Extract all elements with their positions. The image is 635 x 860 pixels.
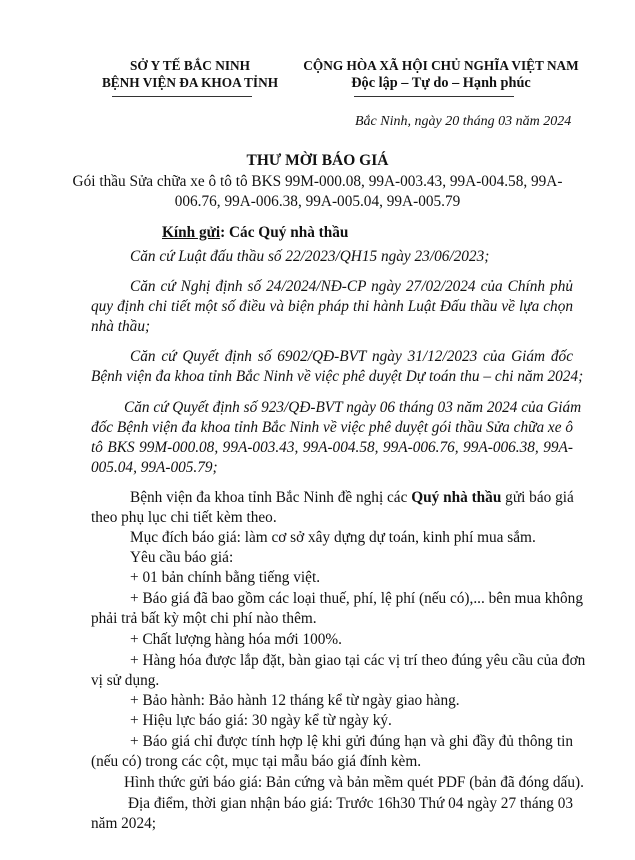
legal-basis-2-line1: Căn cứ Nghị định số 24/2024/NĐ-CP ngày 27/02/2024 của Chính phủ — [130, 278, 573, 295]
purpose: Mục đích báo giá: làm cơ sở xây dựng dự toán, kinh phí mua sắm. — [130, 529, 536, 546]
requirement-2-line2: phải trả bất kỳ một chi phí nào thêm. — [91, 610, 317, 627]
requirement-5: + Bảo hành: Bảo hành 12 tháng kể từ ngày giao hàng. — [130, 692, 460, 709]
right-header-underline — [354, 96, 514, 97]
document-date: Bắc Ninh, ngày 20 tháng 03 năm 2024 — [355, 114, 572, 129]
recipient-value: Các Quý nhà thầu — [229, 224, 349, 241]
legal-basis-4-line4: 005.04, 99A-005.79; — [91, 459, 218, 476]
requirement-1: + 01 bản chính bằng tiếng việt. — [130, 569, 321, 586]
deadline-line1: Địa điểm, thời gian nhận báo giá: Trước 16h30 Thứ 04 ngày 27 tháng 03 — [128, 795, 574, 812]
national-title: CỘNG HÒA XÃ HỘI CHỦ NGHĨA VIỆT NAM — [303, 58, 579, 73]
legal-basis-4-line1: Căn cứ Quyết định số 923/QĐ-BVT ngày 06 tháng 03 năm 2024 của Giám — [124, 399, 582, 416]
legal-basis-1: Căn cứ Luật đấu thầu số 22/2023/QH15 ngày 23/06/2023; — [130, 248, 490, 265]
deadline-line2: năm 2024; — [91, 815, 157, 832]
recipient-sep: : — [220, 224, 229, 241]
national-motto: Độc lập – Tự do – Hạnh phúc — [351, 75, 531, 91]
agency-name: SỞ Y TẾ BẮC NINH — [130, 58, 250, 73]
request-pre: Bệnh viện đa khoa tỉnh Bắc Ninh đề nghị các — [130, 489, 412, 506]
document-title: THƯ MỜI BÁO GIÁ — [246, 152, 389, 169]
requirement-2-line1: + Báo giá đã bao gồm các loại thuế, phí, lệ phí (nếu có),... bên mua không — [130, 590, 583, 607]
package-title-line1: Gói thầu Sửa chữa xe ô tô tô BKS 99M-000.08, 99A-003.43, 99A-004.58, 99A- — [72, 173, 563, 190]
legal-basis-3-line2: Bệnh viện đa khoa tỉnh Bắc Ninh về việc phê duyệt Dự toán thu – chi năm 2024; — [91, 368, 584, 385]
legal-basis-2-line3: nhà thầu; — [91, 318, 151, 335]
requirement-3: + Chất lượng hàng hóa mới 100%. — [130, 631, 342, 648]
hospital-name: BỆNH VIỆN ĐA KHOA TỈNH — [101, 75, 279, 90]
recipient — [162, 224, 348, 242]
request-bold: Quý nhà thầu — [411, 489, 502, 506]
requirements-label: Yêu cầu báo giá: — [130, 549, 234, 566]
request-line2: theo phụ lục chi tiết kèm theo. — [91, 509, 277, 526]
recipient-label: Kính gửi — [162, 224, 221, 241]
requirement-4-line2: vị sử dụng. — [91, 672, 160, 689]
request-post: gửi báo giá — [501, 489, 574, 506]
left-header-underline — [112, 96, 252, 97]
legal-basis-4-line3: tô BKS 99M-000.08, 99A-003.43, 99A-004.58, 99A-006.76, 99A-006.38, 99A- — [91, 439, 573, 456]
requirement-7-line1: + Báo giá chỉ được tính hợp lệ khi gửi đúng hạn và ghi đầy đủ thông tin — [130, 733, 573, 750]
request-line1 — [130, 489, 573, 507]
legal-basis-2-line2: quy định chi tiết một số điều và biện pháp thi hành Luật Đấu thầu về lựa chọn — [91, 298, 573, 315]
package-title-line2: 006.76, 99A-006.38, 99A-005.04, 99A-005.79 — [174, 193, 461, 210]
requirement-6: + Hiệu lực báo giá: 30 ngày kể từ ngày ký. — [130, 712, 392, 729]
submission-method: Hình thức gửi báo giá: Bản cứng và bản mềm quét PDF (bản đã đóng dấu). — [124, 774, 584, 791]
legal-basis-3-line1: Căn cứ Quyết định số 6902/QĐ-BVT ngày 31/12/2023 của Giám đốc — [130, 348, 573, 365]
legal-basis-4-line2: đốc Bệnh viện đa khoa tỉnh Bắc Ninh về việc phê duyệt gói thầu Sửa chữa xe ô — [91, 419, 573, 436]
requirement-7-line2: (nếu có) trong các cột, mục tại mẫu báo giá đính kèm. — [91, 753, 422, 770]
requirement-4-line1: + Hàng hóa được lắp đặt, bàn giao tại các vị trí theo đúng yêu cầu của đơn — [130, 652, 586, 669]
